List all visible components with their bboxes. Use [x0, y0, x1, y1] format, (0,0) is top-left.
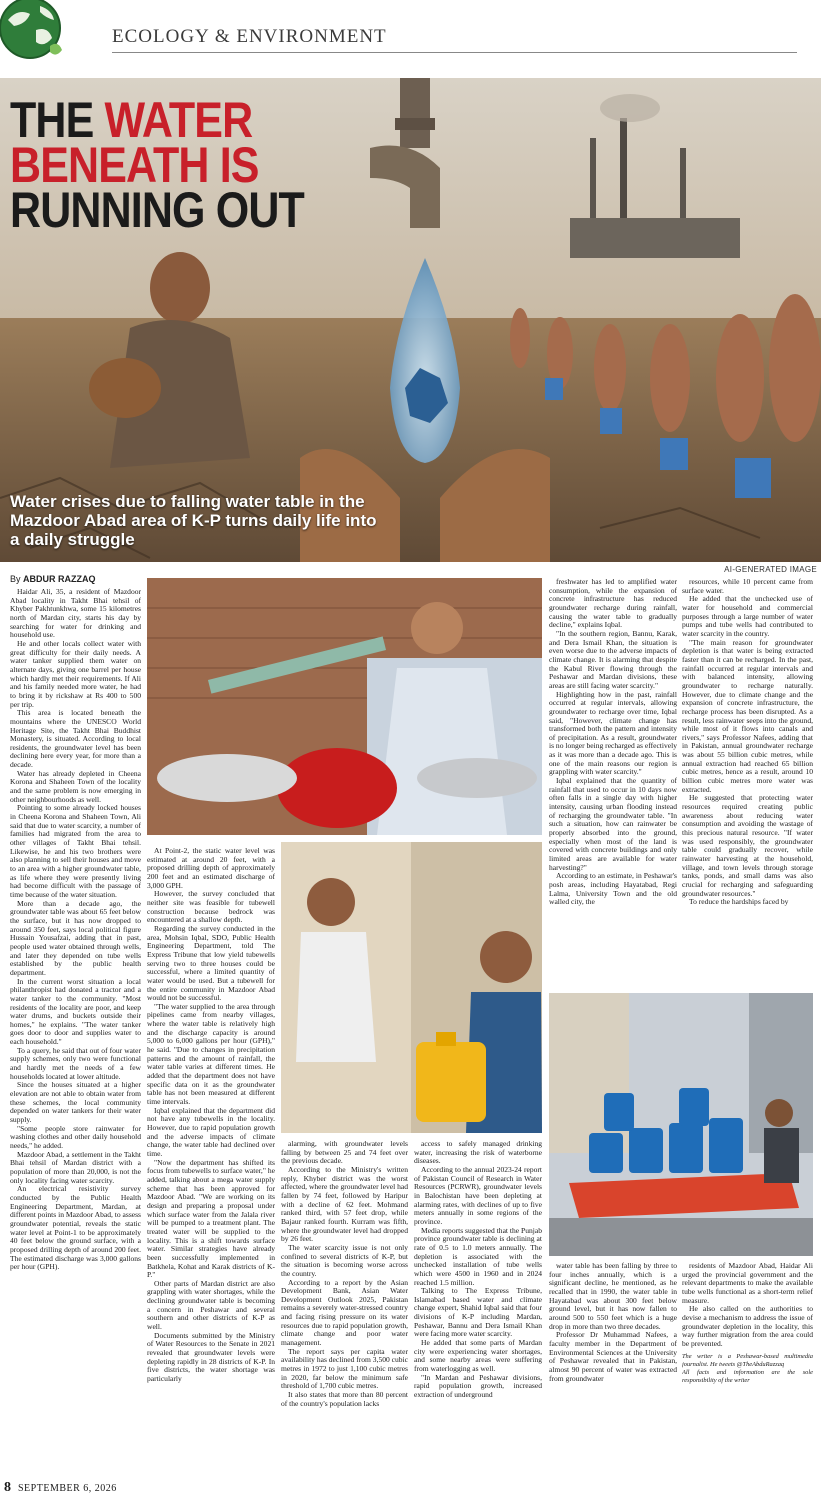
paragraph: According to an estimate, in Peshawar's posh areas, including Hayatabad, Regi Lalma, University Town and the old walled city, the	[549, 871, 677, 907]
paragraph: Mazdoor Abad, a settlement in the Takht Bhai tehsil of Mardan district with a population of more than 20,000, is not the only locality facing water scarcity.	[10, 1149, 141, 1185]
headline-line-2: BENEATH IS	[10, 137, 259, 193]
paragraph: Regarding the survey conducted in the area, Mohsin Iqbal, SDO, Public Health Engineering Department, told The Express Tribune that low yield tubewells serving two to three houses could be successful, where a limited quantity of water would be used. But a tubewell for the entire community in Mazdoor Abad would not be successful.	[147, 923, 275, 1003]
paragraph: According to the annual 2023-24 report of Pakistan Council of Research in Water Resources (PCRWR), groundwater levels in Balochistan have been depleting at alarming rates, with declines of up to five meters annually in some regions of the province.	[414, 1164, 542, 1226]
paragraph: The report says per capita water availability has declined from 3,500 cubic metres in 1972 to just 1,100 cubic metres in 2020, far below the minimum safe threshold of 1,700 cubic metres.	[281, 1346, 408, 1391]
image-credit: AI-GENERATED IMAGE	[724, 565, 817, 574]
article-column-5-bottom	[682, 1262, 813, 1482]
paragraph: Iqbal explained that the department did not have any tubewells in the locality. However, due to rapid population growth and the adverse impacts of climate change, the water table had declined over time.	[147, 1105, 275, 1158]
paragraph: resources, while 10 percent came from surface water.	[682, 578, 813, 595]
paragraph: He and other locals collect water with great difficulty for their daily needs. A water tanker supplied them water on alternate days, giving one barrel per house which hardly met their requirements. If Ali and his family needed more water, he had to bring it by rickshaw at Rs 400 to 500 per trip.	[10, 638, 141, 709]
paragraph: The water scarcity issue is not only confined to several districts of K-P, but the situation is becoming worse across the country.	[281, 1242, 408, 1278]
paragraph: To reduce the hardships faced by	[689, 897, 789, 907]
photo-water-handout	[147, 578, 542, 835]
paragraph: This area is located beneath the mountains where the UNESCO World Heritage Site, the Takht Bhai Buddhist Monastery, is situated. According to local residents, the groundwater level has been declining here every year, for more than a decade.	[10, 708, 141, 770]
section-divider	[112, 52, 797, 53]
paragraph: "The main reason for groundwater depletion is that water is being extracted faster than it can be recharged. In the past, rainfall occurred at regular intervals and with balanced intensity, allowing groundwater to recharge naturally. However, due to climate change and the expansion of concrete infrastructure, the recharge process has been disrupted. As a result, less rainwater seeps into the ground, while most of it flows into canals and rivers," says Professor Nafees, adding that in Pakistan, annual groundwater recharge was about 55 billion cubic metres, while annual extraction had reached 65 billion cubic metres, hence as a result, around 10 billion cubic metres more water was extracted.	[682, 637, 813, 794]
paragraph: Highlighting how in the past, rainfall occurred at regular intervals, allowing groundwater to recharge over time, Iqbal said, "However, climate change has transformed both the pattern and intensity of precipitation. As a result, groundwater is no longer being recharged as effectively as it was more than a decade ago. This is one of the main reasons our region is grappling with water scarcity."	[549, 689, 677, 777]
paragraph: However, the survey concluded that neither site was feasible for tubewell construction because bedrock was encountered at a shallow depth.	[147, 889, 275, 925]
paragraph: Documents submitted by the Ministry of Water Resources to the Senate in 2021 revealed that groundwater levels were depleting rapidly in 28 districts of K-P. In five districts, the water shortage was particularly	[147, 1330, 275, 1384]
paragraph: Water has already depleted in Cheena Korona and Shaheen Town of the locality and the same problem is now emerging in other neighbourhoods as well.	[10, 768, 141, 804]
paragraph: Talking to The Express Tribune, Islamabad based water and climate change expert, Shahid Iqbal said that four divisions of K-P including Mardan, Peshawar, Bannu and Dera Ismail Khan were facing more water scarcity.	[414, 1286, 542, 1339]
paragraph: water table has been falling by three to four inches annually, which is a significant decline, he mentioned, as he recalled that in 1990, the water table in Hayatabad was about 300 feet below ground level, but it has now fallen to around 500 to 550 feet which is a huge drop in more than two three decades.	[549, 1262, 677, 1331]
paragraph: He also called on the authorities to devise a mechanism to address the issue of groundwater depletion in the locality, this way further migration from the area could be prevented.	[682, 1304, 813, 1348]
paragraph: According to a report by the Asian Development Bank, Asian Water Development Outlook 2025, Pakistan remains a severely water-stressed country and facing rising pressure on its water resources due to rapid population growth, climate change and poor water management.	[281, 1277, 408, 1348]
paragraph: "Now the department has shifted its focus from tubewells to surface water," he added, talking about a mega water supply scheme that has been approved for Mazdoor Abad. "We are working on its design and preparing a proposal under which surface water from the Jalala river will be pumped to a treatment plant. The treated water will be supplied to the locality. This is a shift towards surface water. Similar strategies have already been successfully implemented in Batkhela, Kohat and Karak districts of K-P."	[147, 1157, 275, 1280]
facts-note: All facts and information are the sole responsibility of the writer	[682, 1368, 813, 1384]
paragraph: Other parts of Mardan district are also grappling with water shortages, while the declining groundwater table is becoming a concern in Peshawar and several southern and other districts of K-P as well.	[147, 1278, 275, 1332]
article-column-4-bottom	[549, 1262, 677, 1482]
article-column-3	[281, 1140, 408, 1480]
headline-word-the: THE	[10, 92, 105, 148]
paragraph: More than a decade ago, the groundwater table was about 65 feet below the surface, but it has now dropped to around 350 feet, says local political figure Hussain Yousafzai, adding that in past, people used water obtained through wells, and later they depended on tube wells established by the public health department.	[10, 898, 141, 977]
article-column-4-lower	[414, 1140, 542, 1480]
paragraph: An electrical resistivity survey conducted by the Public Health Engineering Department, Mardan, at different points in Mazdoor Abad, to assess groundwater potential, reveals the static water level at Point-1 to be approximately 40 feet below the ground surface, with a proposed drilling depth of around 200 feet. The estimated discharge was 3,000 gallons per hour (GPH).	[10, 1184, 141, 1272]
photo-water-cart	[549, 993, 813, 1256]
paragraph: At Point-2, the static water level was estimated at around 20 feet, with a proposed drilling depth of approximately 200 feet and an estimated discharge of 3,000 GPH.	[147, 847, 275, 890]
paragraph: "Some people store rainwater for washing clothes and other daily household needs," he added.	[10, 1123, 141, 1150]
paragraph: Since the houses situated at a higher elevation are not able to obtain water from these schemes, the local community depended on water tankers for their water supply.	[10, 1080, 141, 1125]
headline-line-3: RUNNING OUT	[10, 182, 304, 238]
photo-children-jerrycan	[281, 842, 542, 1133]
byline-author: ABDUR RAZZAQ	[23, 574, 96, 584]
paragraph: He suggested that protecting water resources required creating public awareness about reducing water consumption and avoiding the wastage of this precious natural resource. "If water was used responsibly, the groundwater table could gradually recover, while rainwater harvesting at the household, village, and town levels through storage tanks, ponds, and small dams was also crucial for recharging and safeguarding groundwater resources."	[682, 793, 813, 898]
section-title: ECOLOGY & ENVIRONMENT	[112, 26, 387, 47]
paragraph: Professor Dr Muhammad Nafees, a faculty member in the Department of Environmental Sciences at the University of Peshawar revealed that in Pakistan, almost 90 percent of water was extracted from groundwater	[549, 1330, 677, 1383]
issue-date: SEPTEMBER 6, 2026	[18, 1483, 117, 1494]
paragraph: Iqbal explained that the quantity of rainfall that used to occur in 10 days now often falls in a single day with higher intensity, causing urban flooding instead of recharging the groundwater table. "In such a situation, how can rainwater be properly absorbed into the ground, especially when most of the land is covered with concrete buildings and only limited areas are available for water harvesting?"	[549, 776, 677, 872]
paragraph: According to the Ministry's written reply, Khyber district was the worst affected, where the groundwater level had fallen by 74 feet, followed by Haripur with a decline of 62 feet. Mohmand ranked third, with 57 feet drop, while Bajaur ranked fourth. Kurram was fifth, where the groundwater level had dropped by 26 feet.	[281, 1164, 408, 1244]
paragraph: Media reports suggested that the Punjab province groundwater table is declining at rate of 0.5 to 1.0 meters annually. The depletion is associated with the unchecked installation of tube wells which were 4500 in 1960 and in 2024 reached 1.5 million.	[414, 1225, 542, 1287]
writer-note: The writer is a Peshawar-based multimedia journalist. He tweets @TheAbduRazzaq	[682, 1352, 813, 1368]
hero-illustration	[0, 78, 821, 562]
paragraph: It also states that more than 80 percent of the country's population lacks	[281, 1390, 408, 1408]
paragraph: He added that the unchecked use of water for household and commercial purposes through a large number of water pumps and tube wells had contributed to water scarcity in the country.	[682, 594, 813, 638]
paragraph: Pointing to some already locked houses in Cheena Korona and Shaheen Town, Ali said that due to water scarcity, a number of families had migrated from the area to other villages of Takht Bhai tehsil. Likewise, he and his two brothers were also planning to sell their houses and move to an area with a higher groundwater table, as life where they were presently living had become difficult with the passage of time because of the water situation.	[10, 803, 141, 899]
byline-prefix: By	[10, 574, 24, 584]
subheadline: Water crises due to falling water table in the Mazdoor Abad area of K-P turns daily life into a daily struggle	[10, 492, 377, 549]
paragraph: "In Mardan and Peshawar divisions, rapid population growth, increased extraction of underground	[414, 1372, 542, 1400]
article-column-5	[682, 578, 813, 985]
paragraph: He added that some parts of Mardan city were experiencing water shortages, and some nearby areas were suffering from waterlogging as well.	[414, 1338, 542, 1374]
paragraph: "The water supplied to the area through pipelines came from nearby villages, where the water table is relatively high and the discharge capacity is around 5,000 to 6,000 gallons per hour (GPH)," he said. "Due to changes in precipitation patterns and the amount of rainfall, the water table varies at different times. He added that the department does not have specific data on it as the groundwater table has not been measured at different time intervals.	[147, 1001, 275, 1107]
paragraph: "In the southern region, Bannu, Karak, and Dera Ismail Khan, the situation is even worse due to the adverse impacts of climate change. It is alarming that despite the Kabul River flowing through the Peshawar and Mardan divisions, these areas are still facing water scarcity."	[549, 628, 677, 690]
paragraph: alarming, with groundwater levels falling by between 25 and 74 feet over the previous decade.	[281, 1140, 408, 1166]
article-column-2	[147, 847, 275, 1484]
globe-logo-icon	[0, 0, 66, 66]
paragraph: residents of Mazdoor Abad, Haidar Ali urged the provincial government and the relevant departments to make the available tube wells functional as a short-term relief measure.	[682, 1262, 813, 1305]
paragraph: Haidar Ali, 35, a resident of Mazdoor Abad locality in Takht Bhai tehsil of Khyber Pakhtunkhwa, some 15 kilometres north of Mardan city, starts his day by searching for water for drinking and household use.	[10, 588, 141, 640]
article-column-4	[549, 578, 677, 985]
byline	[10, 574, 96, 584]
paragraph: In the current worst situation a local philanthropist had donated a tractor and a water tanker to the community. "Most residents of the locality are poor, and keep water drums, and buckets outside their homes," he explains. "The water tanker goes door to door and supplies water to each household."	[10, 976, 141, 1047]
article-column-1	[10, 588, 141, 1474]
page-number: 8	[4, 1480, 11, 1495]
headline-word-water: WATER	[104, 92, 253, 148]
paragraph: To a query, he said that out of four water supply schemes, only two were functional and hardly met the needs of a few households located at lower altitude.	[10, 1045, 141, 1081]
paragraph: freshwater has led to amplified water consumption, while the expansion of concrete infrastructure has reduced groundwater recharge during rainfall, causing the water table to gradually decline," explains Iqbal.	[549, 578, 677, 630]
paragraph: access to safely managed drinking water, increasing the risk of waterborne diseases.	[414, 1140, 542, 1166]
